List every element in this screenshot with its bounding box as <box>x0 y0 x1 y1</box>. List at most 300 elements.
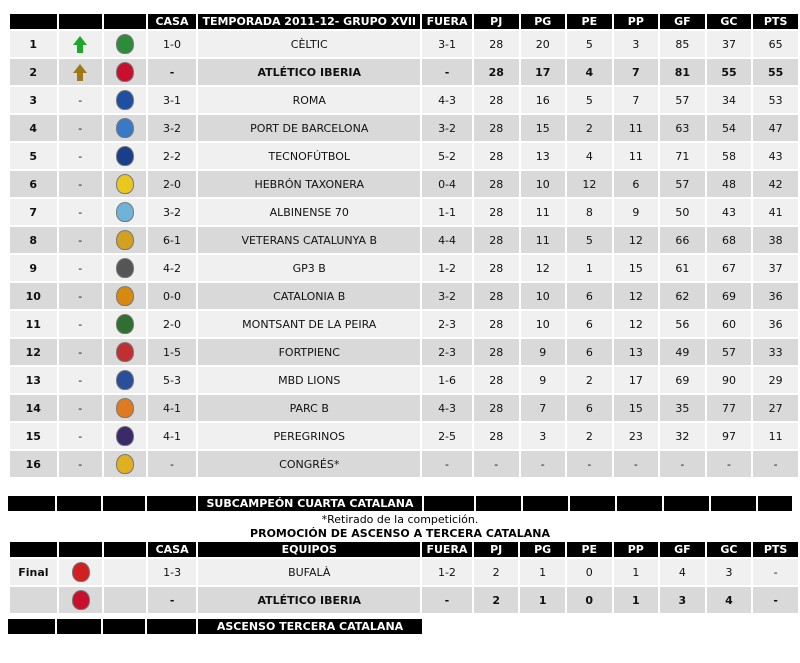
casa-cell: 3-1 <box>148 87 197 113</box>
standings-table <box>8 12 800 479</box>
fuera-cell: 3-1 <box>422 31 472 57</box>
header-gf: GF <box>660 14 705 29</box>
pg-cell: 11 <box>521 199 566 225</box>
bufala-crest-icon <box>72 562 90 582</box>
promo-header-casa: CASA <box>148 542 197 557</box>
position-cell: 14 <box>10 395 57 421</box>
albinense-crest-icon <box>116 202 134 222</box>
team-name: ATLÉTICO IBERIA <box>198 587 420 613</box>
pg-cell: 9 <box>521 367 566 393</box>
pp-cell: 12 <box>614 227 659 253</box>
pe-cell: 2 <box>567 423 612 449</box>
pj-cell: 28 <box>474 115 519 141</box>
pg-cell: 11 <box>521 227 566 253</box>
empty-cell <box>104 587 145 613</box>
trend-cell: - <box>59 311 103 337</box>
header-blank-logo <box>104 14 146 29</box>
trend-cell: - <box>59 199 103 225</box>
gf-cell: 81 <box>660 59 705 85</box>
pg-cell: 12 <box>521 255 566 281</box>
gc-cell: 37 <box>707 31 752 57</box>
header-pe: PE <box>567 14 612 29</box>
header-blank-arrow <box>59 14 103 29</box>
gc-cell: 67 <box>707 255 752 281</box>
logo-cell <box>59 559 103 585</box>
casa-cell: 2-2 <box>148 143 197 169</box>
trend-cell: - <box>59 143 103 169</box>
gc-cell: 34 <box>707 87 752 113</box>
position-cell: 7 <box>10 199 57 225</box>
team-name: PARC B <box>198 395 420 421</box>
promo-header-pg: PG <box>520 542 565 557</box>
pts-cell: - <box>753 451 798 477</box>
gf-cell: 62 <box>660 283 705 309</box>
pj-cell: 28 <box>474 143 519 169</box>
pj-cell: 28 <box>474 311 519 337</box>
logo-cell <box>104 199 146 225</box>
gf-cell: 3 <box>660 587 705 613</box>
header-pg: PG <box>521 14 566 29</box>
pg-cell: 16 <box>521 87 566 113</box>
pts-cell: 11 <box>753 423 798 449</box>
table-row <box>10 255 798 281</box>
ascenso-bar-cell <box>103 619 145 634</box>
header-casa: CASA <box>148 14 197 29</box>
pg-cell: 1 <box>520 559 565 585</box>
fuera-cell: 1-6 <box>422 367 472 393</box>
team-name: ATLÉTICO IBERIA <box>198 59 420 85</box>
promo-header-gc: GC <box>707 542 752 557</box>
table-row <box>10 339 798 365</box>
promo-header-gf: GF <box>660 542 705 557</box>
pts-cell: 42 <box>753 171 798 197</box>
ascenso-bar <box>8 619 792 634</box>
pj-cell: 2 <box>474 587 519 613</box>
pp-cell: 11 <box>614 143 659 169</box>
casa-cell: - <box>148 451 197 477</box>
trend-cell: - <box>59 171 103 197</box>
table-row <box>10 171 798 197</box>
pg-cell: 10 <box>521 283 566 309</box>
gf-cell: 57 <box>660 171 705 197</box>
logo-cell <box>104 171 146 197</box>
gc-cell: 43 <box>707 199 752 225</box>
subcampeon-bar-cell <box>570 496 615 511</box>
logo-cell <box>104 255 146 281</box>
gc-cell: 90 <box>707 367 752 393</box>
pe-cell: 12 <box>567 171 612 197</box>
team-name: ALBINENSE 70 <box>198 199 420 225</box>
casa-cell: 4-2 <box>148 255 197 281</box>
ascenso-bar-cell <box>8 619 55 634</box>
pp-cell: 9 <box>614 199 659 225</box>
casa-cell: - <box>148 587 197 613</box>
table-row <box>10 227 798 253</box>
pj-cell: 28 <box>474 423 519 449</box>
table-row <box>10 87 798 113</box>
gf-cell: 85 <box>660 31 705 57</box>
pts-cell: 43 <box>753 143 798 169</box>
table-row <box>10 115 798 141</box>
pg-cell: 10 <box>521 171 566 197</box>
pe-cell: 6 <box>567 283 612 309</box>
casa-cell: 4-1 <box>148 423 197 449</box>
casa-cell: 3-2 <box>148 199 197 225</box>
casa-cell: 1-3 <box>148 559 197 585</box>
fortpienc-crest-icon <box>116 342 134 362</box>
gf-cell: 50 <box>660 199 705 225</box>
subcampeon-bar-cell <box>57 496 101 511</box>
table-row <box>10 367 798 393</box>
subcampeon-bar-cell <box>8 496 55 511</box>
pg-cell: 20 <box>521 31 566 57</box>
subcampeon-bar-cell <box>103 496 145 511</box>
promo-round-label <box>10 587 57 613</box>
pj-cell: 28 <box>474 255 519 281</box>
subcampeon-label: SUBCAMPEÓN CUARTA CATALANA <box>198 496 422 511</box>
casa-cell: 2-0 <box>148 311 197 337</box>
pp-cell: 17 <box>614 367 659 393</box>
pts-cell: 29 <box>753 367 798 393</box>
logo-cell <box>104 115 146 141</box>
position-cell: 1 <box>10 31 57 57</box>
pg-cell: - <box>521 451 566 477</box>
position-cell: 9 <box>10 255 57 281</box>
logo-cell <box>104 87 146 113</box>
team-name: TECNOFÚTBOL <box>198 143 420 169</box>
pp-cell: 7 <box>614 87 659 113</box>
team-name: FORTPIENC <box>198 339 420 365</box>
position-cell: 2 <box>10 59 57 85</box>
pp-cell: 12 <box>614 311 659 337</box>
fuera-cell: 5-2 <box>422 143 472 169</box>
pp-cell: 3 <box>614 31 659 57</box>
promo-table <box>8 540 800 615</box>
gc-cell: 48 <box>707 171 752 197</box>
gc-cell: 69 <box>707 283 752 309</box>
table-row <box>10 59 798 85</box>
table-row <box>10 423 798 449</box>
fuera-cell: - <box>422 59 472 85</box>
subcampeon-bar-cell <box>617 496 662 511</box>
position-cell: 8 <box>10 227 57 253</box>
trend-cell: - <box>59 395 103 421</box>
fuera-cell: 3-2 <box>422 115 472 141</box>
ascenso-label: ASCENSO TERCERA CATALANA <box>198 619 422 634</box>
subcampeon-bar-cell <box>758 496 792 511</box>
pp-cell: 23 <box>614 423 659 449</box>
pj-cell: 28 <box>474 171 519 197</box>
pj-cell: 28 <box>474 339 519 365</box>
header-fuera: FUERA <box>422 14 472 29</box>
fuera-cell: 4-3 <box>422 395 472 421</box>
pj-cell: 2 <box>474 559 519 585</box>
pe-cell: 0 <box>567 587 612 613</box>
gf-cell: 66 <box>660 227 705 253</box>
pg-cell: 17 <box>521 59 566 85</box>
pg-cell: 7 <box>521 395 566 421</box>
pp-cell: 13 <box>614 339 659 365</box>
gf-cell: 69 <box>660 367 705 393</box>
trend-cell <box>59 31 103 57</box>
pj-cell: - <box>474 451 519 477</box>
casa-cell: - <box>148 59 197 85</box>
subcampeon-bar-cell <box>664 496 709 511</box>
header-gc: GC <box>707 14 752 29</box>
subcampeon-bar-cell <box>424 496 474 511</box>
pj-cell: 28 <box>474 199 519 225</box>
casa-cell: 1-0 <box>148 31 197 57</box>
gc-cell: 60 <box>707 311 752 337</box>
gc-cell: 68 <box>707 227 752 253</box>
pts-cell: - <box>753 587 798 613</box>
pts-cell: 37 <box>753 255 798 281</box>
team-name: HEBRÓN TAXONERA <box>198 171 420 197</box>
table-row <box>10 311 798 337</box>
table-row <box>10 199 798 225</box>
position-cell: 3 <box>10 87 57 113</box>
promo-header-pts: PTS <box>753 542 798 557</box>
gf-cell: 35 <box>660 395 705 421</box>
ascenso-bar-cell <box>57 619 101 634</box>
pe-cell: 1 <box>567 255 612 281</box>
gc-cell: 57 <box>707 339 752 365</box>
fuera-cell: 4-3 <box>422 87 472 113</box>
casa-cell: 5-3 <box>148 367 197 393</box>
fuera-cell: 1-2 <box>422 559 472 585</box>
promo-header-row <box>10 542 798 557</box>
fuera-cell: 0-4 <box>422 171 472 197</box>
gc-cell: 97 <box>707 423 752 449</box>
logo-cell <box>104 311 146 337</box>
team-name: GP3 B <box>198 255 420 281</box>
header-temporada: TEMPORADA 2011-12- GRUPO XVII <box>198 14 420 29</box>
position-cell: 15 <box>10 423 57 449</box>
logo-cell <box>104 451 146 477</box>
table-row <box>10 451 798 477</box>
fuera-cell: - <box>422 587 472 613</box>
position-cell: 12 <box>10 339 57 365</box>
pp-cell: 7 <box>614 59 659 85</box>
trend-cell: - <box>59 451 103 477</box>
congres-crest-icon <box>116 454 134 474</box>
pg-cell: 13 <box>521 143 566 169</box>
pp-cell: - <box>614 451 659 477</box>
trend-cell: - <box>59 87 103 113</box>
table-row <box>10 283 798 309</box>
promo-header-pe: PE <box>567 542 612 557</box>
celtic-crest-icon <box>116 34 134 54</box>
pe-cell: 6 <box>567 311 612 337</box>
pe-cell: 4 <box>567 59 612 85</box>
position-cell: 16 <box>10 451 57 477</box>
fuera-cell: 2-3 <box>422 311 472 337</box>
atletico-iberia-crest-icon <box>116 62 134 82</box>
pj-cell: 28 <box>474 87 519 113</box>
arrow-up-icon <box>73 64 87 73</box>
pg-cell: 10 <box>521 311 566 337</box>
pe-cell: 6 <box>567 339 612 365</box>
position-cell: 13 <box>10 367 57 393</box>
pj-cell: 28 <box>474 227 519 253</box>
subcampeon-bar-cell <box>476 496 521 511</box>
gf-cell: 71 <box>660 143 705 169</box>
fuera-cell: 4-4 <box>422 227 472 253</box>
pg-cell: 9 <box>521 339 566 365</box>
pe-cell: 2 <box>567 367 612 393</box>
logo-cell <box>104 31 146 57</box>
pts-cell: 55 <box>753 59 798 85</box>
empty-cell <box>104 559 145 585</box>
logo-cell <box>104 339 146 365</box>
team-name: CONGRÉS* <box>198 451 420 477</box>
pe-cell: 8 <box>567 199 612 225</box>
position-cell: 11 <box>10 311 57 337</box>
fuera-cell: - <box>422 451 472 477</box>
gc-cell: - <box>707 451 752 477</box>
logo-cell <box>104 367 146 393</box>
fuera-cell: 3-2 <box>422 283 472 309</box>
gf-cell: 56 <box>660 311 705 337</box>
gc-cell: 3 <box>707 559 752 585</box>
pts-cell: 53 <box>753 87 798 113</box>
casa-cell: 3-2 <box>148 115 197 141</box>
promo-header-equipos: EQUIPOS <box>198 542 420 557</box>
fuera-cell: 1-2 <box>422 255 472 281</box>
team-name: PEREGRINOS <box>198 423 420 449</box>
pe-cell: - <box>567 451 612 477</box>
pe-cell: 6 <box>567 395 612 421</box>
mbd-lions-crest-icon <box>116 370 134 390</box>
subcampeon-bar-cell <box>147 496 196 511</box>
team-name: MONTSANT DE LA PEIRA <box>198 311 420 337</box>
position-cell: 10 <box>10 283 57 309</box>
gp3-crest-icon <box>116 258 134 278</box>
pe-cell: 4 <box>567 143 612 169</box>
retired-note: *Retirado de la competición. <box>321 513 479 526</box>
pg-cell: 15 <box>521 115 566 141</box>
position-cell: 5 <box>10 143 57 169</box>
logo-cell <box>104 143 146 169</box>
montsant-crest-icon <box>116 314 134 334</box>
atletico-iberia-crest-icon <box>72 590 90 610</box>
gc-cell: 54 <box>707 115 752 141</box>
trend-cell: - <box>59 423 103 449</box>
position-cell: 4 <box>10 115 57 141</box>
pts-cell: 33 <box>753 339 798 365</box>
casa-cell: 4-1 <box>148 395 197 421</box>
trend-cell: - <box>59 339 103 365</box>
pp-cell: 6 <box>614 171 659 197</box>
roma-crest-icon <box>116 90 134 110</box>
fuera-cell: 1-1 <box>422 199 472 225</box>
team-name: BUFALÀ <box>198 559 420 585</box>
pp-cell: 1 <box>614 587 659 613</box>
gf-cell: 61 <box>660 255 705 281</box>
gf-cell: 57 <box>660 87 705 113</box>
pts-cell: 41 <box>753 199 798 225</box>
pg-cell: 1 <box>520 587 565 613</box>
hebron-crest-icon <box>116 174 134 194</box>
gf-cell: 49 <box>660 339 705 365</box>
promo-header-blank <box>10 542 57 557</box>
casa-cell: 1-5 <box>148 339 197 365</box>
veterans-crest-icon <box>116 230 134 250</box>
team-name: MBD LIONS <box>198 367 420 393</box>
pts-cell: 47 <box>753 115 798 141</box>
pts-cell: - <box>753 559 798 585</box>
header-pj: PJ <box>474 14 519 29</box>
pe-cell: 2 <box>567 115 612 141</box>
gf-cell: 4 <box>660 559 705 585</box>
pj-cell: 28 <box>474 367 519 393</box>
gf-cell: 32 <box>660 423 705 449</box>
catalonia-crest-icon <box>116 286 134 306</box>
table-row <box>10 31 798 57</box>
promo-header-pj: PJ <box>474 542 519 557</box>
pts-cell: 36 <box>753 311 798 337</box>
pe-cell: 5 <box>567 227 612 253</box>
logo-cell <box>104 227 146 253</box>
trend-cell: - <box>59 227 103 253</box>
promo-header-fuera: FUERA <box>422 542 472 557</box>
team-name: PORT DE BARCELONA <box>198 115 420 141</box>
parc-crest-icon <box>116 398 134 418</box>
pg-cell: 3 <box>521 423 566 449</box>
gc-cell: 4 <box>707 587 752 613</box>
promo-header-blank <box>104 542 145 557</box>
subcampeon-bar-cell <box>523 496 568 511</box>
pe-cell: 5 <box>567 87 612 113</box>
pj-cell: 28 <box>474 283 519 309</box>
subcampeon-bar-cell <box>711 496 756 511</box>
tecnofutbol-crest-icon <box>116 146 134 166</box>
gf-cell: - <box>660 451 705 477</box>
header-pts: PTS <box>753 14 798 29</box>
pts-cell: 27 <box>753 395 798 421</box>
pp-cell: 11 <box>614 115 659 141</box>
header-blank-pos <box>10 14 57 29</box>
standings-header-row <box>10 14 798 29</box>
gc-cell: 77 <box>707 395 752 421</box>
team-name: VETERANS CATALUNYA B <box>198 227 420 253</box>
header-pp: PP <box>614 14 659 29</box>
team-name: CÈLTIC <box>198 31 420 57</box>
casa-cell: 0-0 <box>148 283 197 309</box>
pe-cell: 0 <box>567 559 612 585</box>
pp-cell: 12 <box>614 283 659 309</box>
gc-cell: 58 <box>707 143 752 169</box>
team-name: CATALONIA B <box>198 283 420 309</box>
casa-cell: 2-0 <box>148 171 197 197</box>
table-row <box>10 395 798 421</box>
logo-cell <box>59 587 103 613</box>
trend-cell: - <box>59 115 103 141</box>
pj-cell: 28 <box>474 395 519 421</box>
trend-cell <box>59 59 103 85</box>
position-cell: 6 <box>10 171 57 197</box>
gc-cell: 55 <box>707 59 752 85</box>
peregrinos-crest-icon <box>116 426 134 446</box>
logo-cell <box>104 423 146 449</box>
fuera-cell: 2-3 <box>422 339 472 365</box>
table-row <box>10 143 798 169</box>
arrow-up-icon <box>73 36 87 45</box>
gf-cell: 63 <box>660 115 705 141</box>
subcampeon-bar <box>8 496 792 511</box>
pp-cell: 15 <box>614 395 659 421</box>
ascenso-bar-cell <box>147 619 196 634</box>
